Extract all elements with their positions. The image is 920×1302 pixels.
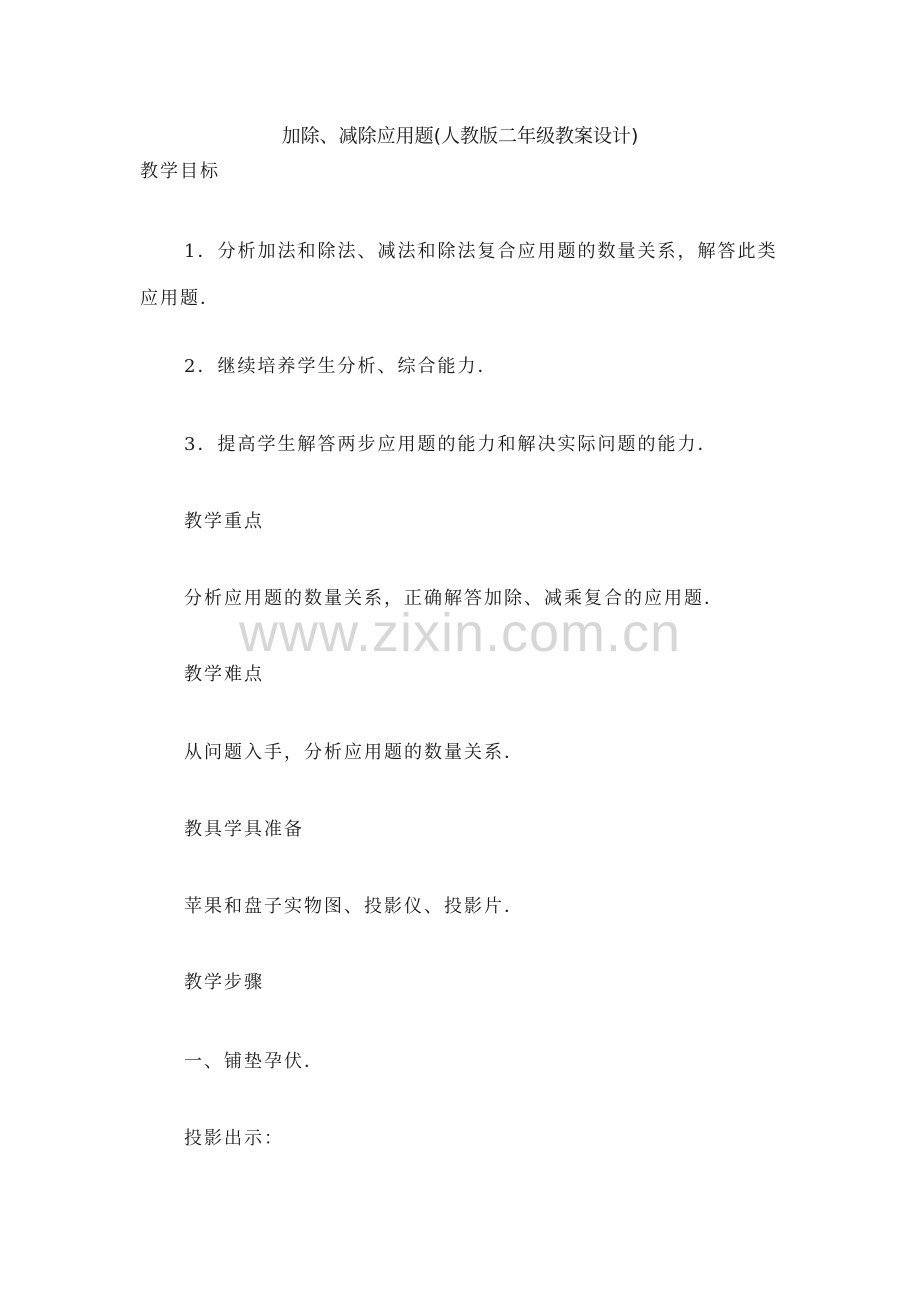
objective-3: 3．提高学生解答两步应用题的能力和解决实际问题的能力． bbox=[184, 434, 718, 455]
key-points-text: 分析应用题的数量关系，正确解答加除、减乘复合的应用题． bbox=[184, 588, 724, 609]
difficulty-text: 从问题入手，分析应用题的数量关系． bbox=[184, 742, 524, 763]
site-watermark: www.zixin.com.cn bbox=[238, 603, 682, 663]
objective-1: 1．分析加法和除法、减法和除法复合应用题的数量关系，解答此类应用题． bbox=[140, 241, 778, 309]
tools-text: 苹果和盘子实物图、投影仪、投影片． bbox=[184, 896, 524, 917]
projection-line: 投影出示： bbox=[184, 1128, 284, 1149]
difficulty-heading: 教学难点 bbox=[184, 664, 264, 685]
step-1: 一、铺垫孕伏． bbox=[184, 1051, 324, 1072]
key-points-heading: 教学重点 bbox=[184, 511, 264, 532]
objectives-heading: 教学目标 bbox=[140, 161, 220, 182]
document-title: 加除、减除应用题(人教版二年级教案设计) bbox=[281, 125, 639, 147]
tools-heading: 教具学具准备 bbox=[184, 819, 304, 840]
steps-heading: 教学步骤 bbox=[184, 972, 264, 993]
objective-2: 2．继续培养学生分析、综合能力． bbox=[184, 356, 498, 377]
